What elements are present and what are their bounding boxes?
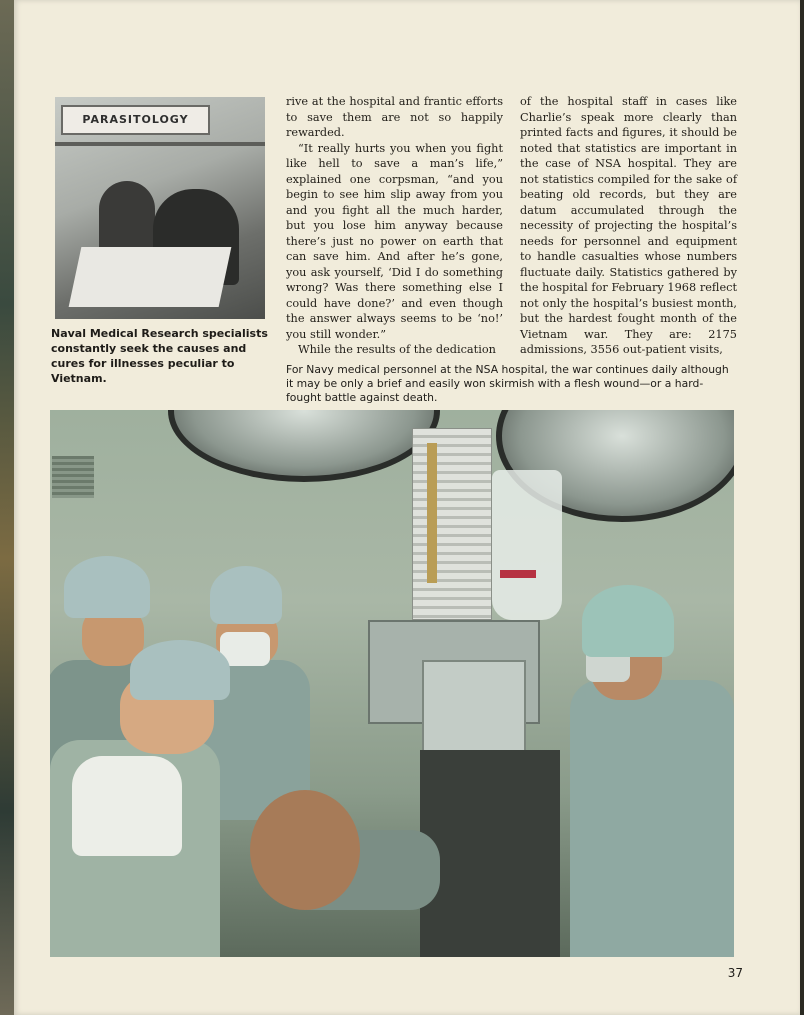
lab-papers: [69, 247, 232, 307]
anesthesia-machine-panel: [422, 660, 526, 754]
adjacent-page-edge: [0, 0, 14, 1015]
column2-paragraph-1: of the hospital staff in cases like Charlie’s speak more clearly than printed facts and figures, it should be noted that statistics are important in the case of NSA hospital. They are not statistics compiled for the sake of beating old records, but they are datum accumulated through the necessity of projecting the hospital’s needs for personnel and equipment to handle casualties whose numbers fluctuate daily. Statistics gathered by the hospital for February 1968 reflect not only the hospital’s busiest month, but the hardest fought month of the Vietnam war. They are: 2175 admissions, 3556 out-patient visits,: [520, 95, 737, 356]
anesthesia-bellows-column: [412, 428, 492, 620]
column1-paragraph-3: While the results of the dedication: [298, 343, 496, 356]
wall-vent: [52, 456, 94, 498]
parasitology-lab-photo: [55, 97, 265, 319]
page-number: 37: [727, 966, 743, 980]
text-column-1: [286, 94, 503, 358]
equipment-stand: [420, 750, 560, 957]
surgical-lamp-left: [168, 410, 440, 482]
column1-paragraph-1: rive at the hospital and frantic efforts to save them are not so happily rewarded.: [286, 95, 503, 139]
main-photo-caption: For Navy medical personnel at the NSA hospital, the war continues daily although it may be only a brief and easily won skirmish with a flesh wound—or a hard-fought battle against death.: [286, 363, 729, 404]
operating-room-photo: [50, 410, 734, 957]
column1-paragraph-2: “It really hurts you when you fight like hell to save a man’s life,” explained one corpsman, “and you begin to see him slip away from you and you fight all the much harder, but you lose him anyway because there’s just no power on earth that can save him. And after he’s gone, you ask yourself, ‘Did I do something wrong? Was there something else I could have done?’ and even though the answer always seems to be ‘no!’ you still wonder.”: [286, 141, 503, 341]
patient-head: [250, 790, 360, 910]
iv-bag: [492, 470, 562, 620]
parasitology-sign: PARASITOLOGY: [61, 105, 210, 135]
lab-shelf: [55, 142, 265, 146]
small-photo-caption: Naval Medical Research specialists constantly seek the causes and cures for illnesses peculiar to Vietnam.: [51, 327, 268, 385]
text-column-2: [520, 94, 737, 358]
